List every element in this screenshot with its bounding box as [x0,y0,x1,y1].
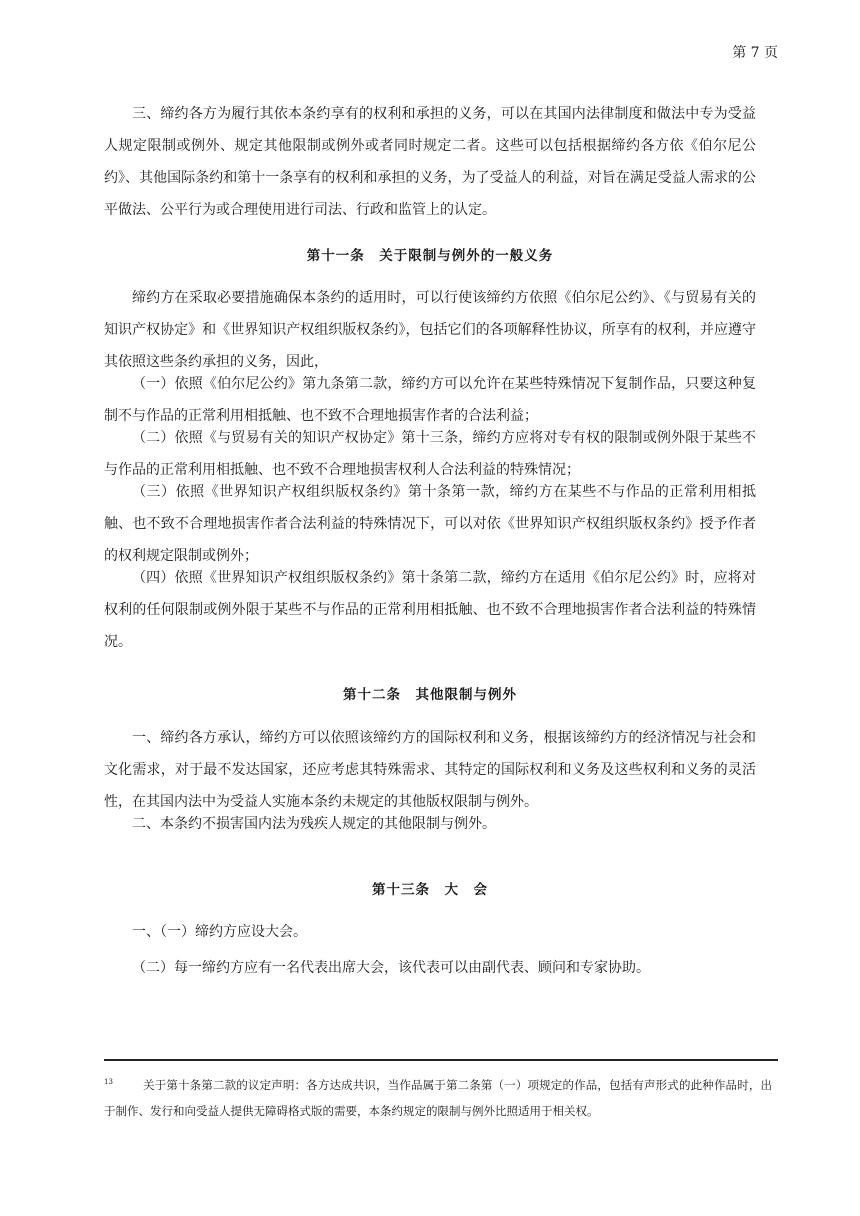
article-12-heading: 第十二条 其他限制与例外 [343,687,517,703]
article-13-clause-1: 一、（一）缔约方应设大会。 [132,924,307,940]
article-12-clause-2: 二、本条约不损害国内法为残疾人规定的其他限制与例外。 [132,816,496,832]
footnote-separator [104,1059,778,1061]
article-11-item-3: （三）依照《世界知识产权组织版权条约》第十条第一款，缔约方在某些不与作品的正常利用相抵触、也不致不合理地损害作者合法利益的特殊情况下，可以对依《世界知识产权组织版权条约》授予作者的权利规定限制或例外； [104,484,756,564]
article-12-clause-1: 一、缔约各方承认，缔约方可以依照该缔约方的国际权利和义务，根据该缔约方的经济情况与社会和文化需求，对于最不发达国家，还应考虑其特殊需求、其特定的国际权利和义务及这些权利和义务的灵活性，在其国内法中为受益人实施本条约未规定的其他版权限制与例外。 [104,730,756,810]
page-number: 第 7 页 [732,45,778,61]
article-11-item-2: （二）依照《与贸易有关的知识产权协定》第十三条，缔约方应将对专有权的限制或例外限于某些不与作品的正常利用相抵触、也不致不合理地损害权利人合法利益的特殊情况； [104,430,756,478]
article-10-clause-3: 三、缔约各方为履行其依本条约享有的权利和承担的义务，可以在其国内法律制度和做法中专为受益人规定限制或例外、规定其他限制或例外或者同时规定二者。这些可以包括根据缔约各方依《伯尔尼公约》、其他国际条约和第十一条享有的权利和承担的义务，为了受益人的利益，对旨在满足受益人需求的公平做法、公平行为或合理使用进行司法、行政和监管上的认定。 [104,106,756,218]
article-11-heading: 第十一条 关于限制与例外的一般义务 [306,248,554,264]
footnote-number: 13 [104,1078,113,1086]
article-11-item-1: （一）依照《伯尔尼公约》第九条第二款，缔约方可以允许在某些特殊情况下复制作品，只要这种复制不与作品的正常利用相抵触、也不致不合理地损害作者的合法利益； [104,376,756,424]
footnote [104,1069,772,1124]
article-13-clause-1-item-2: （二）每一缔约方应有一名代表出席大会，该代表可以由副代表、顾问和专家协助。 [132,960,650,976]
footnote-text: 关于第十条第二款的议定声明：各方达成共识，当作品属于第二条第（一）项规定的作品，包括有声形式的此种作品时，出于制作、发行和向受益人提供无障碍格式版的需要，本条约规定的限制与例外比照适用于相关权。 [104,1077,772,1118]
article-13-heading: 第十三条 大 会 [372,882,488,898]
article-11-intro: 缔约方在采取必要措施确保本条约的适用时，可以行使该缔约方依照《伯尔尼公约》、《与贸易有关的知识产权协定》和《世界知识产权组织版权条约》，包括它们的各项解释性协议，所享有的权利，并应遵守其依照这些条约承担的义务，因此， [104,290,756,370]
article-11-item-4: （四）依照《世界知识产权组织版权条约》第十条第二款，缔约方在适用《伯尔尼公约》时，应将对权利的任何限制或例外限于某些不与作品的正常利用相抵触、也不致不合理地损害作者合法利益的特殊情况。 [104,570,756,650]
